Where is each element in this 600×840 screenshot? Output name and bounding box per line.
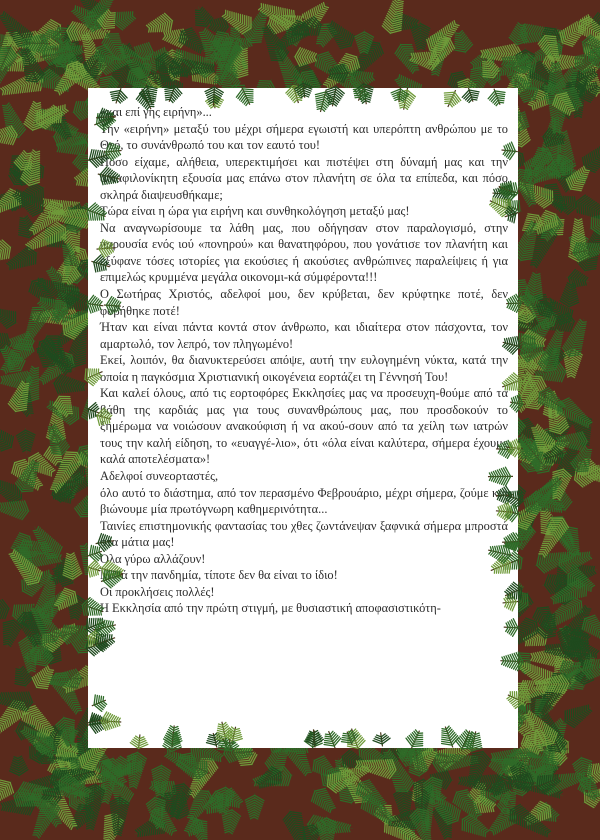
paragraph-16: Η Εκκλησία από την πρώτη στιγμή, με θυσιαστική αποφασιστικότη- — [100, 601, 441, 616]
fir-sprig — [306, 783, 340, 817]
fir-sprig — [0, 687, 36, 713]
paragraph-15: Οι προκλήσεις πολλές! — [100, 584, 215, 599]
paragraph-8: Εκεί, λοιπόν, θα διανυκτερεύσει απόψε, αυτή την ευλογημένη νύκτα, κατά την οποία η παγκόσμια Χριστιανική οικογένεια εορτάζει τη Γέννησή Του! — [100, 353, 508, 384]
paragraph-3: Πόσο είχαμε, αλήθεια, υπερεκτιμήσει και πιστέψει στη δύναμή μας και την αδιαφιλονίκητη εξουσία μας επάνω στον πλανήτη σε όλα τα επίπεδα, και πόσο σκληρά διαψευσθήκαμε; — [100, 154, 508, 202]
fir-sprig — [16, 427, 36, 454]
paragraph-12: Ταινίες επιστημονικής φαντασίας του χθες ζωντάνεψαν ξαφνικά σήμερα μπροστά στα μάτια μας! — [100, 518, 508, 550]
fir-sprig — [0, 497, 32, 521]
paragraph-10: Αδελφοί συνεορταστές, — [100, 469, 219, 484]
paragraph-6: Ο Σωτήρας Χριστός, αδελφοί μου, δεν κρύβεται, δεν κρύφτηκε ποτέ, δεν φοβήθηκε ποτέ! — [100, 287, 508, 318]
paragraph-13: Όλα γύρω αλλάζουν! — [100, 551, 206, 566]
fir-sprig — [456, 810, 493, 840]
fir-sprig — [0, 304, 22, 332]
fir-sprig — [564, 268, 591, 291]
paragraph-2: Την «ειρήνη» μεταξύ του μέχρι σήμερα εγωιστή και υπερόπτη ανθρώπου με το Θεό, το συνάνθρωπό του και τον εαυτό του! — [100, 121, 508, 153]
paragraph-9: Και καλεί όλους, από τις εορτοφόρες Εκκλησίες μας να προσευχη-θούμε από τα βάθη της καρδιάς μας για τους συνανθρώπους μας, που προσδοκούν το ξημέρωμα να νοιώσουν ανακούφιση ή να ακού-σουν από τα χείλη των ιατρών τους την καλή είδηση, το «ευαγγέ-λιο», ότι «όλα είναι καλύτερα, σήμερα έχουμε καλά αποτελέσματα»! — [100, 386, 508, 467]
fir-sprig — [0, 599, 13, 624]
paragraph-1: «και επί γης ειρήνη»... — [100, 105, 212, 119]
paragraph-4: Τώρα είναι η ώρα για ειρήνη και συνθηκολόγηση μεταξύ μας! — [100, 204, 410, 219]
fir-sprig — [150, 763, 171, 798]
paragraph-5: Να αναγνωρίσουμε τα λάθη μας, που οδήγησαν στον παραλογισμό, στην παρουσία ενός ιού «πονηρού» και θανατηφόρου, που γονάτισε τον πλανήτη και εξύφανε τόσες ιστορίες για εκούσιες ή ακούσιες ανθρώπινες παραλείψεις ή για επιμελώς κρυμμένα μεγάλα οικονομι-κά σύμφέροντα!!! — [100, 220, 508, 285]
paragraph-14: Μετά την πανδημία, τίποτε δεν θα είναι το ίδιο! — [100, 568, 338, 583]
fir-sprig — [0, 418, 19, 456]
fir-sprig — [245, 793, 264, 820]
paragraph-7: Ήταν και είναι πάντα κοντά στον άνθρωπο, και ιδιαίτερα στον πάσχοντα, τον αμαρτωλό, τον λεπρό, τον πληγωμένο! — [100, 320, 508, 351]
paragraph-11: όλο αυτό το διάστημα, από τον περασμένο Φεβρουάριο, μέχρι σήμερα, ζούμε και βιώνουμε μία πρωτόγνωρη καθημερινότητα... — [100, 485, 508, 517]
fir-sprig — [51, 374, 89, 397]
fir-sprig — [9, 755, 29, 779]
letter-body — [100, 104, 508, 617]
